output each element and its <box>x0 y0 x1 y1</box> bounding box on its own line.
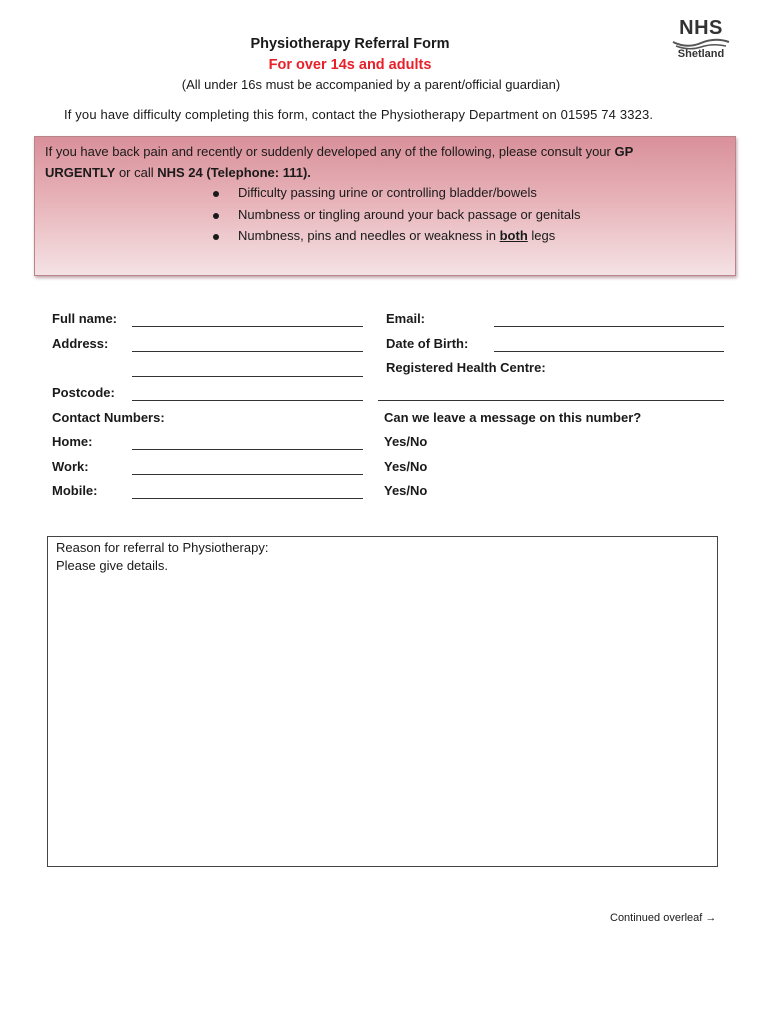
address-field-line-1[interactable] <box>132 351 363 352</box>
leave-message-question: Can we leave a message on this number? <box>384 410 642 425</box>
work-phone-field[interactable] <box>132 474 363 475</box>
warning-gp: GP <box>614 144 634 159</box>
full-name-field[interactable] <box>132 326 363 327</box>
address-field-line-2[interactable] <box>132 376 363 377</box>
symptom-list <box>208 185 581 250</box>
dob-field[interactable] <box>494 351 724 352</box>
email-field[interactable] <box>494 326 724 327</box>
symptom-text: Numbness, pins and needles or weakness in <box>238 228 496 243</box>
home-message-option[interactable]: Yes/No <box>384 434 428 449</box>
bullet-icon <box>213 234 219 240</box>
mobile-message-option[interactable]: Yes/No <box>384 483 428 498</box>
urgent-warning-box <box>34 136 736 276</box>
symptom-item <box>208 228 581 250</box>
referral-reason-textarea[interactable] <box>47 536 718 867</box>
full-name-label: Full name: <box>52 311 118 326</box>
contact-instructions: If you have difficulty completing this form, contact the Physiotherapy Department on 01595 74 3323. <box>64 107 654 122</box>
symptom-item <box>208 185 581 207</box>
dob-label: Date of Birth: <box>386 336 469 351</box>
symptom-text-end: legs <box>531 228 556 243</box>
warning-line-1 <box>45 144 633 159</box>
address-label: Address: <box>52 336 109 351</box>
warning-intro: If you have back pain and recently or suddenly developed any of the following, please consult your <box>45 144 611 159</box>
symptom-emphasis: both <box>499 228 528 243</box>
warning-nhs24: NHS 24 (Telephone: 111). <box>157 165 311 180</box>
reason-instruction: Please give details. <box>56 558 169 573</box>
warning-urgently: URGENTLY <box>45 165 116 180</box>
bullet-icon <box>213 191 219 197</box>
health-centre-label: Registered Health Centre: <box>386 360 546 375</box>
postcode-field[interactable] <box>132 400 363 401</box>
work-phone-label: Work: <box>52 459 89 474</box>
mobile-phone-field[interactable] <box>132 498 363 499</box>
symptom-text: Difficulty passing urine or controlling bladder/bowels <box>238 185 537 200</box>
symptom-text: Numbness or tingling around your back passage or genitals <box>238 206 581 222</box>
contact-numbers-label: Contact Numbers: <box>52 410 165 425</box>
home-phone-field[interactable] <box>132 449 363 450</box>
symptom-item <box>208 207 581 229</box>
continued-overleaf-note: Continued overleaf → <box>610 912 717 924</box>
home-phone-label: Home: <box>52 434 93 449</box>
warning-or-call: or call <box>118 165 154 180</box>
form-title: Physiotherapy Referral Form <box>250 36 450 52</box>
reason-heading: Reason for referral to Physiotherapy: <box>56 540 269 555</box>
logo-nhs-text: NHS <box>679 17 723 39</box>
postcode-label: Postcode: <box>52 385 115 400</box>
mobile-phone-label: Mobile: <box>52 483 98 498</box>
bullet-icon <box>213 213 219 219</box>
health-centre-field[interactable] <box>378 400 724 401</box>
guardian-note: (All under 16s must be accompanied by a parent/official guardian) <box>181 77 561 92</box>
logo-shetland-text: Shetland <box>677 48 725 60</box>
work-message-option[interactable]: Yes/No <box>384 459 428 474</box>
warning-line-2 <box>45 165 311 180</box>
form-subtitle: For over 14s and adults <box>268 57 432 73</box>
email-label: Email: <box>386 311 426 326</box>
